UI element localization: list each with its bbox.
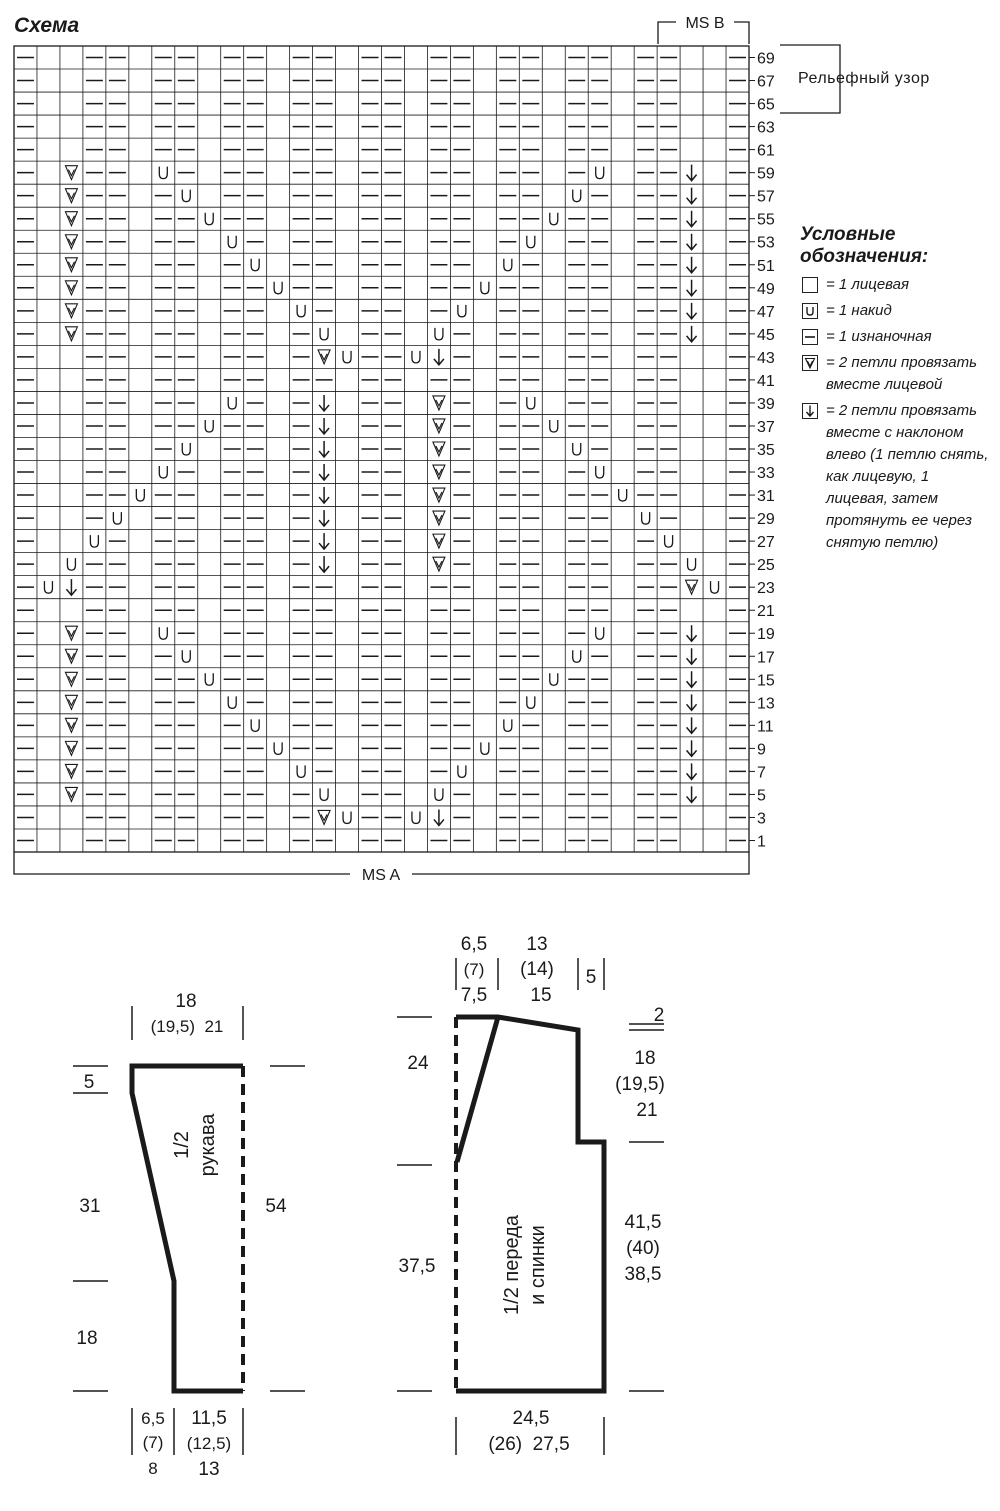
sleeve-top-width: 18: [175, 991, 197, 1012]
row-number: 37: [757, 418, 775, 436]
sleeve-bottom-left-2: (7): [142, 1433, 164, 1452]
body-neck-width-2: (7): [463, 960, 485, 979]
ms-a-label: MS A: [361, 867, 401, 884]
row-number: 49: [757, 280, 775, 298]
yarn-over-symbol: [435, 328, 443, 340]
k2tog-symbol: [65, 649, 77, 663]
k2tog-symbol: [433, 419, 445, 433]
yarn-over-symbol: [550, 420, 558, 432]
ssk-symbol: [687, 648, 697, 664]
row-number: 57: [757, 188, 775, 206]
yarn-over-symbol: [320, 788, 328, 800]
row-number: 23: [757, 580, 775, 598]
row-number: 47: [757, 303, 775, 321]
ssk-symbol: [319, 395, 329, 411]
body-armhole-3: 21: [636, 1100, 658, 1121]
body-shape: [456, 1017, 604, 1391]
k2tog-symbol: [318, 810, 330, 824]
ssk-symbol: [687, 740, 697, 756]
ssk-symbol: [434, 809, 444, 825]
ssk-symbol: [687, 694, 697, 710]
k2tog-symbol: [433, 488, 445, 502]
k2tog-symbol: [65, 327, 77, 341]
k2tog-symbol: [433, 534, 445, 548]
body-neck-depth: 24: [407, 1053, 429, 1074]
legend-item-text: = 2 петли провязать вместе лицевой: [826, 354, 977, 393]
k2tog-symbol: [65, 695, 77, 709]
yarn-over-symbol: [274, 742, 282, 754]
knit-symbol-icon: [802, 277, 818, 293]
body-armhole-2: (19,5): [615, 1074, 665, 1095]
row-number: 61: [757, 142, 775, 160]
k2tog-symbol: [65, 235, 77, 249]
ssk-symbol: [687, 211, 697, 227]
ssk-symbol: [687, 717, 697, 733]
yarn-over-symbol: [481, 742, 489, 754]
k2tog-symbol: [433, 511, 445, 525]
row-number: 1: [757, 833, 766, 851]
k2tog-symbol: [65, 166, 77, 180]
row-number: 67: [757, 73, 775, 91]
yarn-over-symbol: [205, 420, 213, 432]
body-shoulder-width-1: 13: [526, 934, 548, 955]
body-label-line2: и спинки: [527, 1225, 549, 1305]
yarn-over-symbol: [90, 535, 98, 547]
yarn-over-symbol: [343, 351, 351, 363]
ssk-symbol: [687, 280, 697, 296]
body-side-length-2: (40): [626, 1238, 660, 1259]
k2tog-symbol: [65, 764, 77, 778]
body-neck-width-1: 6,5: [460, 934, 488, 955]
yarn-over-symbol: [550, 213, 558, 225]
row-number: 25: [757, 557, 775, 575]
ms-b-label: MS B: [685, 15, 725, 32]
legend-item-text: = 2 петли провязать вместе с наклоном влево (1 петлю снять, как лицевую, 1 лицевая, затем протянуть ее через снятую петлю): [826, 402, 989, 551]
sleeve-dimension-ticks: [73, 1006, 305, 1455]
k2tog-symbol: [433, 396, 445, 410]
sleeve-lower-side: 18: [76, 1328, 98, 1349]
row-number: 29: [757, 511, 775, 529]
row-number: 27: [757, 534, 775, 552]
ssk-symbol: [434, 349, 444, 365]
yarn-over-symbol: [458, 765, 466, 777]
row-number: 7: [757, 764, 766, 782]
yarn-over-symbol: [67, 558, 75, 570]
yarn-over-symbol: [159, 627, 167, 639]
k2tog-symbol: [686, 580, 698, 594]
legend-item-knit: [800, 274, 990, 296]
row-number: 21: [757, 603, 775, 621]
sleeve-upper-side: 31: [79, 1196, 101, 1217]
row-number: 51: [757, 257, 775, 275]
ssk-symbol: [687, 303, 697, 319]
k2tog-symbol: [65, 718, 77, 732]
row-number: 35: [757, 442, 775, 459]
yarn-over-symbol: [412, 811, 420, 823]
legend: [800, 224, 990, 558]
row-number-labels: [749, 51, 775, 851]
yarn-over-symbol: [619, 489, 627, 501]
yarn-over-symbol: [297, 305, 305, 317]
k2tog-symbol: [318, 350, 330, 364]
k2tog-symbol: [65, 787, 77, 801]
ssk-symbol: [66, 579, 76, 595]
yarn-over-symbol: [182, 190, 190, 202]
yarn-over-symbol: [159, 167, 167, 179]
row-number: 3: [757, 810, 766, 828]
yarn-over-symbol: [458, 305, 466, 317]
row-number: 63: [757, 119, 775, 137]
yarn-over-symbol: [596, 627, 604, 639]
k2tog-symbol: [65, 281, 77, 295]
yarn-over-symbol: [573, 650, 581, 662]
row-number: 41: [757, 372, 775, 390]
ssk-symbol: [687, 257, 697, 273]
legend-item-ssk: [800, 400, 990, 554]
legend-item-text: = 1 накид: [826, 302, 892, 319]
yarn-over-symbol: [665, 535, 673, 547]
ssk-symbol: [319, 464, 329, 480]
yarn-over-symbol: [527, 696, 535, 708]
row-number: 69: [757, 50, 775, 68]
yarn-over-symbol: [274, 282, 282, 294]
ssk-symbol: [687, 165, 697, 181]
k2tog-symbol: [433, 557, 445, 571]
row-number: 39: [757, 395, 775, 413]
body-shoulder-width-3: 15: [530, 985, 552, 1006]
yarn-over-symbol: [44, 581, 52, 593]
yarn-over-symbol: [228, 696, 236, 708]
row-number: 45: [757, 326, 775, 344]
yarn-over-symbol: [159, 466, 167, 478]
legend-item-text: = 1 изнаночная: [826, 328, 932, 345]
row-number: 11: [757, 718, 774, 736]
yarn-over-symbol: [596, 466, 604, 478]
yarn-over-symbol: [642, 512, 650, 524]
sleeve-top-width-sizes: (19,5) 21: [150, 1017, 224, 1036]
yarn-over-symbol: [182, 443, 190, 455]
sleeve-bottom-right-1: 11,5: [191, 1408, 227, 1429]
scheme-title: Схема: [14, 14, 80, 37]
body-side-length-3: 38,5: [624, 1264, 662, 1285]
ssk-symbol: [687, 234, 697, 250]
k2tog-symbol: [65, 189, 77, 203]
purl-symbol-icon: [802, 329, 818, 345]
row-number: 33: [757, 465, 775, 483]
ssk-symbol-icon: [802, 403, 818, 419]
yarn-over-symbol: [550, 673, 558, 685]
yarn-over-symbol: [228, 397, 236, 409]
sleeve-cap-height: 5: [83, 1072, 95, 1093]
sleeve-bottom-right-2: (12,5): [186, 1434, 232, 1453]
k2tog-symbol: [65, 626, 77, 640]
yarn-over-symbol-icon: [802, 303, 818, 319]
body-shoulder-width-2: (14): [520, 959, 554, 980]
body-shoulder-slope: 5: [585, 967, 597, 988]
yarn-over-symbol: [251, 719, 259, 731]
yarn-over-symbol: [573, 190, 581, 202]
ssk-symbol: [319, 418, 329, 434]
yarn-over-symbol: [343, 811, 351, 823]
ssk-symbol: [319, 533, 329, 549]
yarn-over-symbol: [711, 581, 719, 593]
sleeve-length: 54: [265, 1196, 287, 1217]
ssk-symbol: [687, 625, 697, 641]
sleeve-label-line2: рукава: [197, 1113, 219, 1177]
legend-item-k2tog: [800, 352, 990, 396]
yarn-over-symbol: [527, 236, 535, 248]
yarn-over-symbol: [320, 328, 328, 340]
k2tog-symbol-icon: [802, 355, 818, 371]
body-dimension-ticks: [397, 958, 664, 1455]
yarn-over-symbol: [205, 673, 213, 685]
ssk-symbol: [687, 786, 697, 802]
yarn-over-symbol: [113, 512, 121, 524]
body-top-right: 2: [653, 1005, 665, 1026]
row-number: 13: [757, 695, 775, 713]
k2tog-symbol: [433, 442, 445, 456]
sleeve-bottom-left-3: 8: [148, 1459, 158, 1478]
body-bottom-width-1: 24,5: [512, 1408, 550, 1429]
ssk-symbol: [319, 556, 329, 572]
k2tog-symbol: [65, 304, 77, 318]
yarn-over-symbol: [573, 443, 581, 455]
yarn-over-symbol: [251, 259, 259, 271]
yarn-over-symbol: [205, 213, 213, 225]
yarn-over-symbol: [481, 282, 489, 294]
row-number: 9: [757, 741, 766, 759]
row-number: 59: [757, 165, 775, 183]
ssk-symbol: [319, 510, 329, 526]
k2tog-symbol: [65, 741, 77, 755]
row-number: 43: [757, 349, 775, 367]
row-number: 65: [757, 96, 775, 114]
legend-item-purl: [800, 326, 990, 348]
sleeve-bottom-right-3: 13: [198, 1459, 220, 1480]
body-neck-width-3: 7,5: [460, 985, 488, 1006]
yarn-over-symbol: [504, 259, 512, 271]
sleeve-shape: [132, 1066, 243, 1391]
legend-item-yarn-over: [800, 300, 990, 322]
ssk-symbol: [687, 188, 697, 204]
yarn-over-symbol: [688, 558, 696, 570]
yarn-over-symbol: [228, 236, 236, 248]
body-left-length: 37,5: [398, 1256, 436, 1277]
k2tog-symbol: [65, 212, 77, 226]
row-number: 55: [757, 211, 775, 229]
body-bottom-width-2: (26) 27,5: [488, 1434, 570, 1455]
row-number: 5: [757, 787, 766, 805]
ssk-symbol: [687, 326, 697, 342]
row-number: 31: [757, 488, 775, 506]
body-armhole-1: 18: [634, 1048, 656, 1069]
body-label-line1: 1/2 переда: [501, 1215, 523, 1315]
legend-item-text: = 1 лицевая: [826, 276, 910, 293]
k2tog-symbol: [65, 672, 77, 686]
yarn-over-symbol: [182, 650, 190, 662]
sleeve-label-line1: 1/2: [171, 1131, 193, 1159]
row-number: 15: [757, 672, 775, 690]
k2tog-symbol: [65, 258, 77, 272]
yarn-over-symbol: [504, 719, 512, 731]
relief-pattern-label: Рельефный узор: [798, 70, 930, 87]
yarn-over-symbol: [412, 351, 420, 363]
sleeve-bottom-left-1: 6,5: [141, 1409, 165, 1428]
yarn-over-symbol: [527, 397, 535, 409]
ssk-symbol: [687, 671, 697, 687]
yarn-over-symbol: [136, 489, 144, 501]
row-number: 19: [757, 626, 775, 644]
yarn-over-symbol: [596, 167, 604, 179]
yarn-over-symbol: [435, 788, 443, 800]
yarn-over-symbol: [297, 765, 305, 777]
ssk-symbol: [319, 487, 329, 503]
row-number: 17: [757, 649, 775, 667]
body-side-length-1: 41,5: [624, 1212, 662, 1233]
row-number: 53: [757, 234, 775, 252]
ssk-symbol: [687, 763, 697, 779]
ssk-symbol: [319, 441, 329, 457]
legend-title: Условные обозначения:: [800, 224, 929, 267]
k2tog-symbol: [433, 465, 445, 479]
